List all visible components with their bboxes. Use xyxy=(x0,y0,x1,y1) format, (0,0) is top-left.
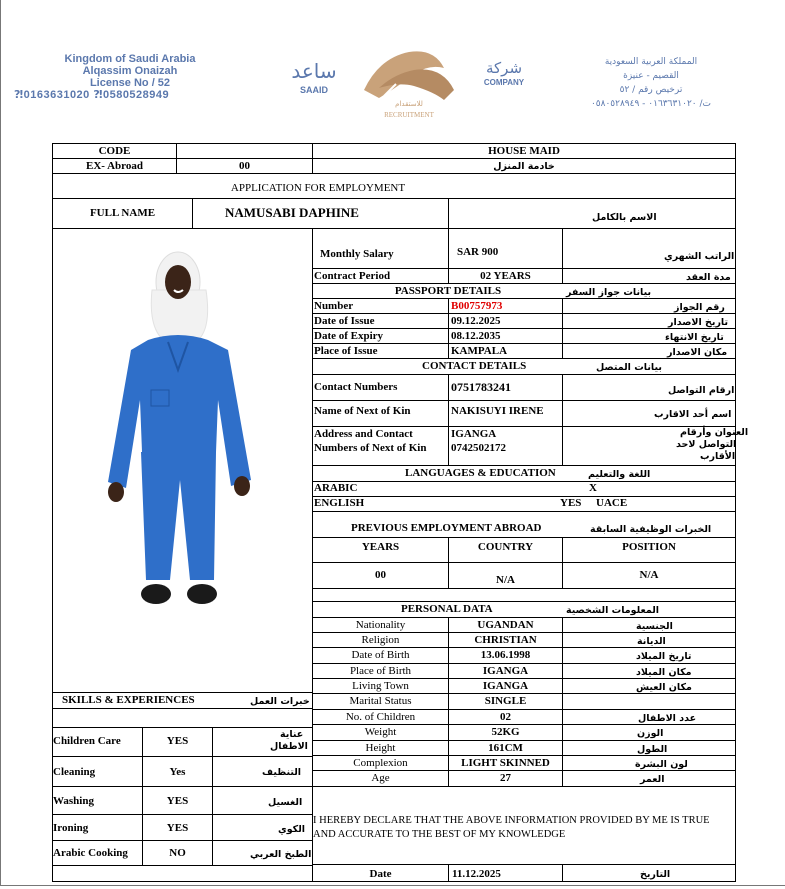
kin-address-label-ar-1: العنوان وأرقام xyxy=(680,427,749,438)
languages-title-ar: اللغة والتعليم xyxy=(588,469,651,480)
dob-value: 13.06.1998 xyxy=(480,649,531,661)
arabic-value: X xyxy=(589,482,597,494)
passport-expiry-value: 08.12.2035 xyxy=(451,330,501,342)
height-label: Height xyxy=(365,742,396,754)
skill-ironing-ar: الكوي xyxy=(278,824,306,835)
header-license-ar: ترخيص رقم / ٥٢ xyxy=(619,85,683,95)
passport-title: PASSPORT DETAILS xyxy=(394,285,502,297)
contract-label-ar: مدة العقد xyxy=(686,272,731,283)
code-label: CODE xyxy=(98,145,131,157)
skill-arabic-cooking-value: NO xyxy=(169,847,186,859)
declaration-line-1: I HEREBY DECLARE THAT THE ABOVE INFORMATION PROVIDED BY ME IS TRUE xyxy=(313,815,710,826)
children-value: 02 xyxy=(500,711,511,723)
header-arabic-block xyxy=(562,55,740,111)
handshake-icon xyxy=(364,51,454,102)
position-header: POSITION xyxy=(622,541,676,553)
skills-title: SKILLS & EXPERIENCES xyxy=(62,694,195,706)
full-name-label: FULL NAME xyxy=(89,207,156,219)
passport-place-label: Place of Issue xyxy=(314,345,378,357)
passport-issue-value: 09.12.2025 xyxy=(451,315,501,327)
weight-label-ar: الوزن xyxy=(637,728,664,739)
complexion-label-ar: لون البشرة xyxy=(635,759,688,770)
contact-numbers-value: 0751783241 xyxy=(451,380,511,394)
age-label-ar: العمر xyxy=(640,774,665,785)
weight-label: Weight xyxy=(364,726,397,738)
header-country: Kingdom of Saudi Arabia xyxy=(64,53,196,65)
ex-abroad-value: 00 xyxy=(239,160,250,172)
contact-title-ar: بيانات المتصل xyxy=(596,362,662,373)
nationality-label-ar: الجنسية xyxy=(636,621,673,632)
skill-arabic-cooking-label: Arabic Cooking xyxy=(53,847,128,859)
next-of-kin-value: NAKISUYI IRENE xyxy=(451,405,544,417)
date-label-ar: التاريخ xyxy=(640,869,671,880)
height-label-ar: الطول xyxy=(637,744,668,755)
salary-label: Monthly Salary xyxy=(320,248,394,260)
age-value: 27 xyxy=(500,772,511,784)
passport-number-value: B00757973 xyxy=(451,300,503,312)
salary-label-ar: الراتب الشهري xyxy=(664,251,735,262)
kin-address-value-2: 0742502172 xyxy=(451,442,506,454)
job-title: HOUSE MAID xyxy=(488,145,560,157)
logo-en-bottom: RECRUITMENT xyxy=(384,111,434,119)
salary-value: SAR 900 xyxy=(457,246,499,258)
header-license: License No / 52 xyxy=(89,77,171,89)
skill-ironing-label: Ironing xyxy=(53,822,89,834)
religion-value: CHRISTIAN xyxy=(474,634,537,646)
prev-employment-title-ar: الخبرات الوظيفية السابقة xyxy=(590,524,712,535)
skill-cleaning-label: Cleaning xyxy=(53,766,96,778)
logo-en-left: SAAID xyxy=(299,85,329,95)
skill-washing-ar: الغسيل xyxy=(268,797,303,808)
marital-status-value: SINGLE xyxy=(484,695,527,707)
position-value: N/A xyxy=(639,569,659,581)
header-country-ar: المملكة العربية السعودية xyxy=(604,57,698,67)
country-header: COUNTRY xyxy=(477,541,534,553)
kin-address-value-1: IGANGA xyxy=(451,428,497,440)
languages-title: LANGUAGES & EDUCATION xyxy=(405,467,556,479)
passport-issue-label: Date of Issue xyxy=(314,315,375,327)
living-town-label: Living Town xyxy=(352,680,409,692)
contact-title: CONTACT DETAILS xyxy=(422,360,527,372)
passport-issue-label-ar: تاريخ الاصدار xyxy=(668,317,729,328)
declaration-line-2: AND ACCURATE TO THE BEST OF MY KNOWLEDGE xyxy=(313,829,566,840)
job-title-ar: خادمة المنزل xyxy=(493,161,555,172)
skill-arabic-cooking-ar: الطبخ العربي xyxy=(250,849,312,860)
header-phones-ar: ت/ ٠١٦٣٦٣١٠٢٠ - ٠٥٨٠٥٢٨٩٤٩ xyxy=(590,99,712,109)
nationality-value: UGANDAN xyxy=(477,619,534,631)
ex-abroad-label: EX- Abroad xyxy=(86,160,143,172)
weight-value: 52KG xyxy=(491,726,520,738)
skill-children-care-ar-1: عناية xyxy=(280,729,304,740)
religion-label-ar: الديانة xyxy=(637,636,666,647)
passport-expiry-label: Date of Expiry xyxy=(314,330,384,342)
full-name-label-ar: الاسم بالكامل xyxy=(592,212,657,223)
passport-title-ar: بيانات جواز السفر xyxy=(566,287,652,298)
header-city-ar: القصيم - عنيزة xyxy=(623,71,679,81)
contact-numbers-label-ar: ارقام التواصل xyxy=(668,385,735,396)
living-town-value: IGANGA xyxy=(482,680,529,692)
logo-en-right: COMPANY xyxy=(483,78,525,87)
date-label: Date xyxy=(369,868,392,880)
skill-cleaning-ar: التنظيف xyxy=(262,767,302,778)
personal-title: PERSONAL DATA xyxy=(401,603,493,615)
next-of-kin-label: Name of Next of Kin xyxy=(314,405,411,417)
next-of-kin-label-ar: اسم أحد الاقارب xyxy=(654,409,732,420)
passport-place-label-ar: مكان الاصدار xyxy=(667,347,728,358)
personal-title-ar: المعلومات الشخصية xyxy=(566,605,660,616)
years-header: YEARS xyxy=(361,541,400,553)
passport-place-value: KAMPALA xyxy=(451,345,508,357)
nationality-label: Nationality xyxy=(355,619,406,631)
candidate-photo xyxy=(56,230,310,630)
contact-numbers-label: Contact Numbers xyxy=(314,381,398,393)
country-value: N/A xyxy=(496,574,515,586)
kin-address-label-1: Address and Contact xyxy=(314,428,413,440)
english-label: ENGLISH xyxy=(314,497,365,509)
kin-address-label-ar-3: الأقارب xyxy=(700,451,736,462)
age-label: Age xyxy=(371,772,390,784)
prev-employment-title: PREVIOUS EMPLOYMENT ABROAD xyxy=(351,522,542,534)
skill-children-care-value: YES xyxy=(166,735,189,747)
pob-label: Place of Birth xyxy=(349,665,412,677)
arabic-label: ARABIC xyxy=(314,482,358,494)
children-label-ar: عدد الاطفال xyxy=(638,713,697,724)
skill-children-care-ar-2: الاطفال xyxy=(270,741,308,752)
logo-ar-bottom: للاستقدام xyxy=(395,100,423,108)
header-phones: ⁈0163631020 ⁈0580528949 xyxy=(14,89,170,101)
height-value: 161CM xyxy=(488,742,523,754)
religion-label: Religion xyxy=(361,634,400,646)
pob-label-ar: مكان الميلاد xyxy=(636,667,692,678)
education-value: UACE xyxy=(596,497,628,509)
header-english-block xyxy=(14,53,246,101)
passport-number-label-ar: رقم الجواز xyxy=(674,302,725,313)
kin-address-label-ar-2: التواصل لاحد xyxy=(676,439,737,450)
skill-children-care-label: Children Care xyxy=(53,735,121,747)
english-value: YES xyxy=(560,497,582,509)
skill-cleaning-value: Yes xyxy=(169,766,186,778)
passport-expiry-label-ar: تاريخ الانتهاء xyxy=(665,332,724,343)
contract-value: 02 YEARS xyxy=(480,270,531,282)
living-town-label-ar: مكان العيش xyxy=(636,682,692,693)
company-logo xyxy=(284,38,534,122)
skill-ironing-value: YES xyxy=(166,822,189,834)
full-name-value: NAMUSABI DAPHINE xyxy=(225,205,359,220)
marital-status-label: Marital Status xyxy=(349,695,412,707)
dob-label-ar: تاريخ الميلاد xyxy=(636,651,692,662)
application-title: APPLICATION FOR EMPLOYMENT xyxy=(230,182,406,194)
years-value: 00 xyxy=(375,569,386,581)
header-city: Alqassim Onaizah xyxy=(82,65,178,77)
pob-value: IGANGA xyxy=(482,665,529,677)
complexion-value: LIGHT SKINNED xyxy=(461,757,550,769)
contract-label: Contract Period xyxy=(314,270,391,282)
passport-number-label: Number xyxy=(314,300,354,312)
dob-label: Date of Birth xyxy=(351,649,410,661)
skills-title-ar: خبرات العمل xyxy=(250,696,310,707)
children-label: No. of Children xyxy=(345,711,416,723)
skill-washing-value: YES xyxy=(166,795,189,807)
logo-ar-left: ساعد xyxy=(291,59,337,83)
kin-address-label-2: Numbers of Next of Kin xyxy=(314,442,427,454)
date-value: 11.12.2025 xyxy=(452,868,501,880)
skill-washing-label: Washing xyxy=(53,795,94,807)
complexion-label: Complexion xyxy=(353,757,408,769)
logo-ar-right: شركة xyxy=(485,59,523,77)
